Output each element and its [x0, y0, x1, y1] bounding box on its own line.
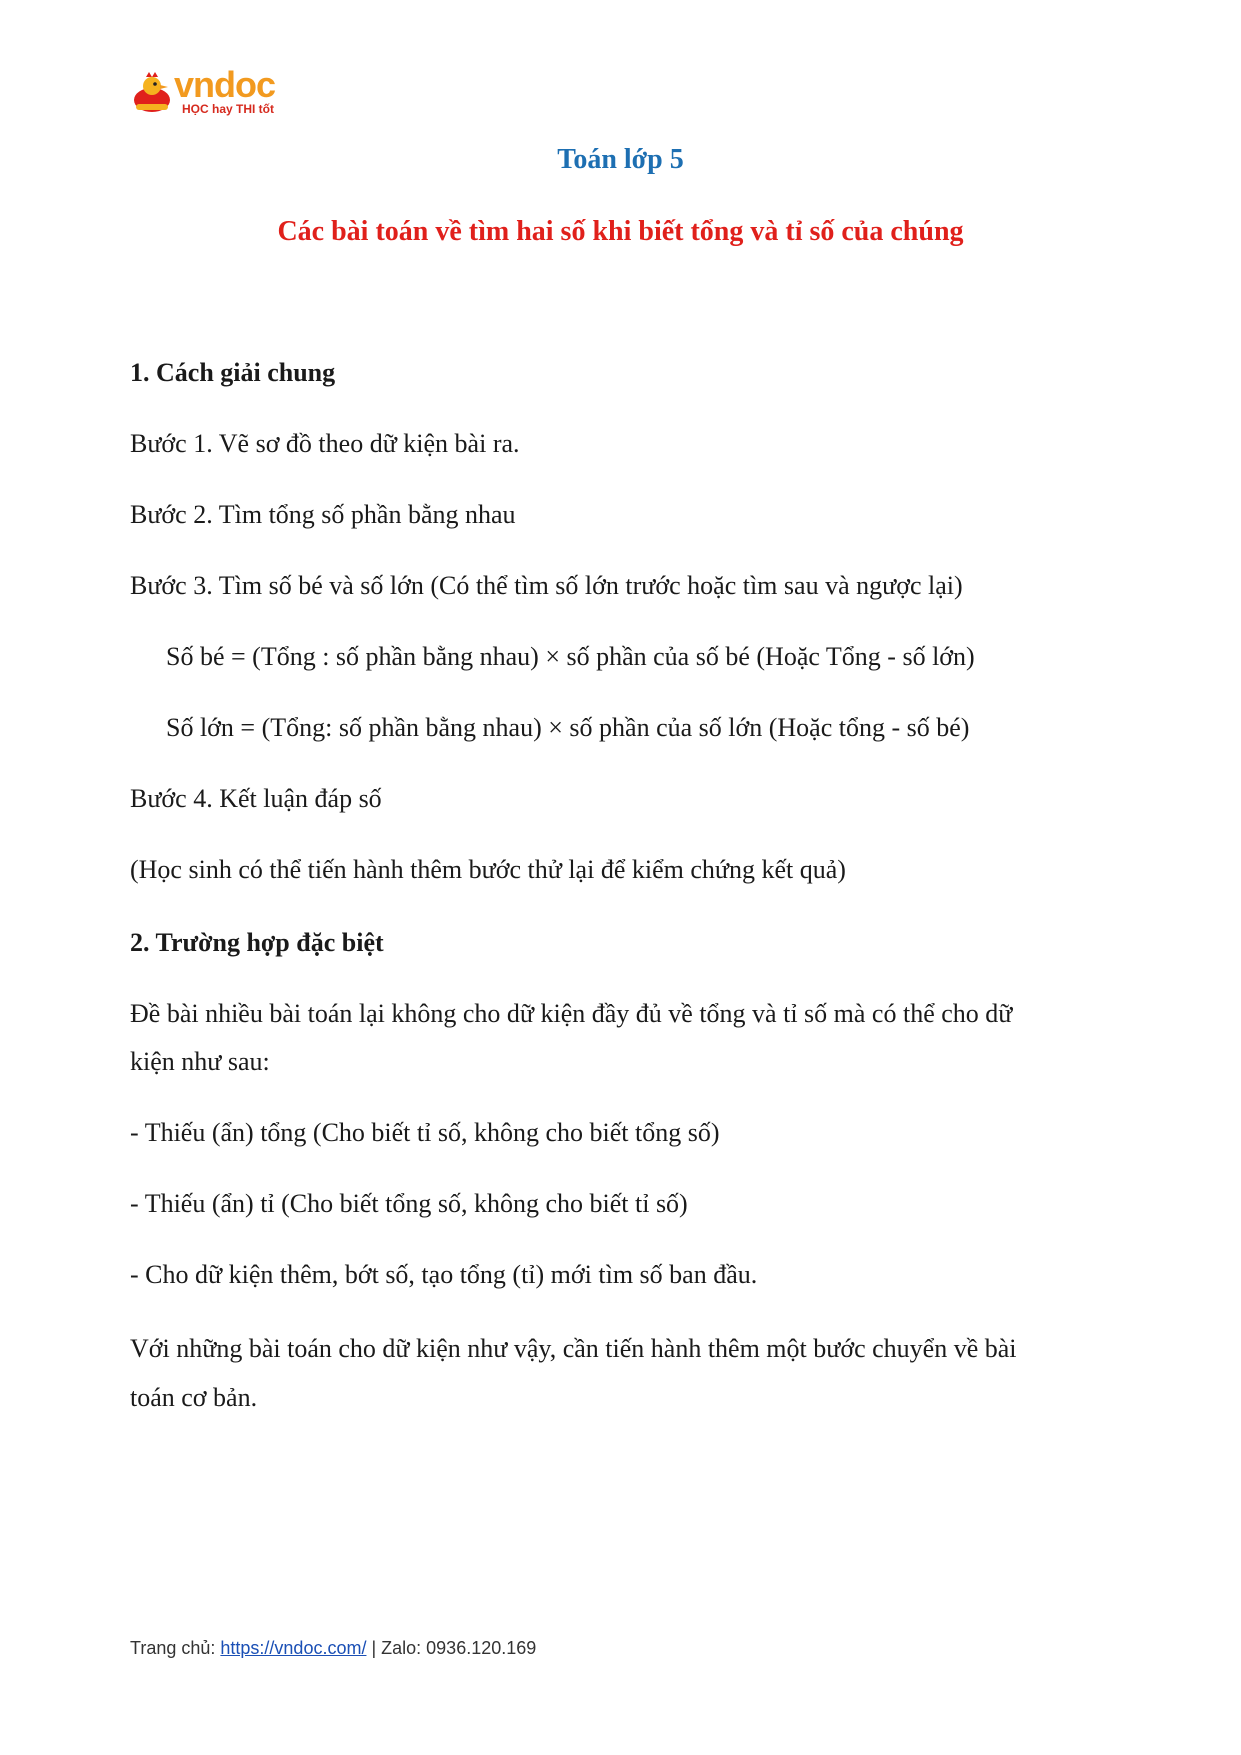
step-2: Bước 2. Tìm tổng số phần bằng nhau: [130, 500, 516, 529]
homepage-link[interactable]: https://vndoc.com/: [220, 1638, 367, 1658]
page-title: Toán lớp 5: [557, 144, 684, 175]
page-subtitle: Các bài toán về tìm hai số khi biết tổng và tỉ số của chúng: [277, 216, 964, 247]
section1-heading: 1. Cách giải chung: [130, 358, 336, 387]
special-case-1: - Thiếu (ẩn) tổng (Cho biết tỉ số, không cho biết tổng số): [130, 1118, 720, 1147]
vndoc-logo: [128, 64, 288, 122]
section2-intro-line2: kiện như sau:: [130, 1047, 270, 1076]
conclusion-line1: Với những bài toán cho dữ kiện như vậy, cần tiến hành thêm một bước chuyển về bài: [130, 1334, 1017, 1363]
rooster-mascot-icon: [128, 70, 176, 118]
special-case-2: - Thiếu (ẩn) tỉ (Cho biết tổng số, không cho biết tỉ số): [130, 1189, 688, 1218]
section2-heading: 2. Trường hợp đặc biệt: [130, 928, 384, 957]
logo-brand: vndoc: [174, 64, 276, 105]
footer-contact: | Zalo: 0936.120.169: [366, 1638, 537, 1658]
step-4: Bước 4. Kết luận đáp số: [130, 784, 382, 813]
footer-prefix: Trang chủ:: [130, 1638, 221, 1658]
step-1: Bước 1. Vẽ sơ đồ theo dữ kiện bài ra.: [130, 429, 520, 458]
conclusion-line2: toán cơ bản.: [130, 1383, 258, 1412]
page-footer: [130, 1638, 536, 1659]
formula-large-number: Số lớn = (Tổng: số phần bằng nhau) × số phần của số lớn (Hoặc tổng - số bé): [166, 713, 970, 742]
verification-note: (Học sinh có thể tiến hành thêm bước thử lại để kiểm chứng kết quả): [130, 855, 846, 884]
step-3: Bước 3. Tìm số bé và số lớn (Có thể tìm số lớn trước hoặc tìm sau và ngược lại): [130, 571, 963, 600]
section2-intro-line1: Đề bài nhiều bài toán lại không cho dữ kiện đầy đủ về tổng và tỉ số mà có thể cho dữ: [130, 999, 1013, 1028]
special-case-3: - Cho dữ kiện thêm, bớt số, tạo tổng (tỉ) mới tìm số ban đầu.: [130, 1260, 758, 1289]
formula-small-number: Số bé = (Tổng : số phần bằng nhau) × số phần của số bé (Hoặc Tổng - số lớn): [166, 642, 975, 671]
logo-tagline: HỌC hay THI tốt: [182, 102, 274, 116]
